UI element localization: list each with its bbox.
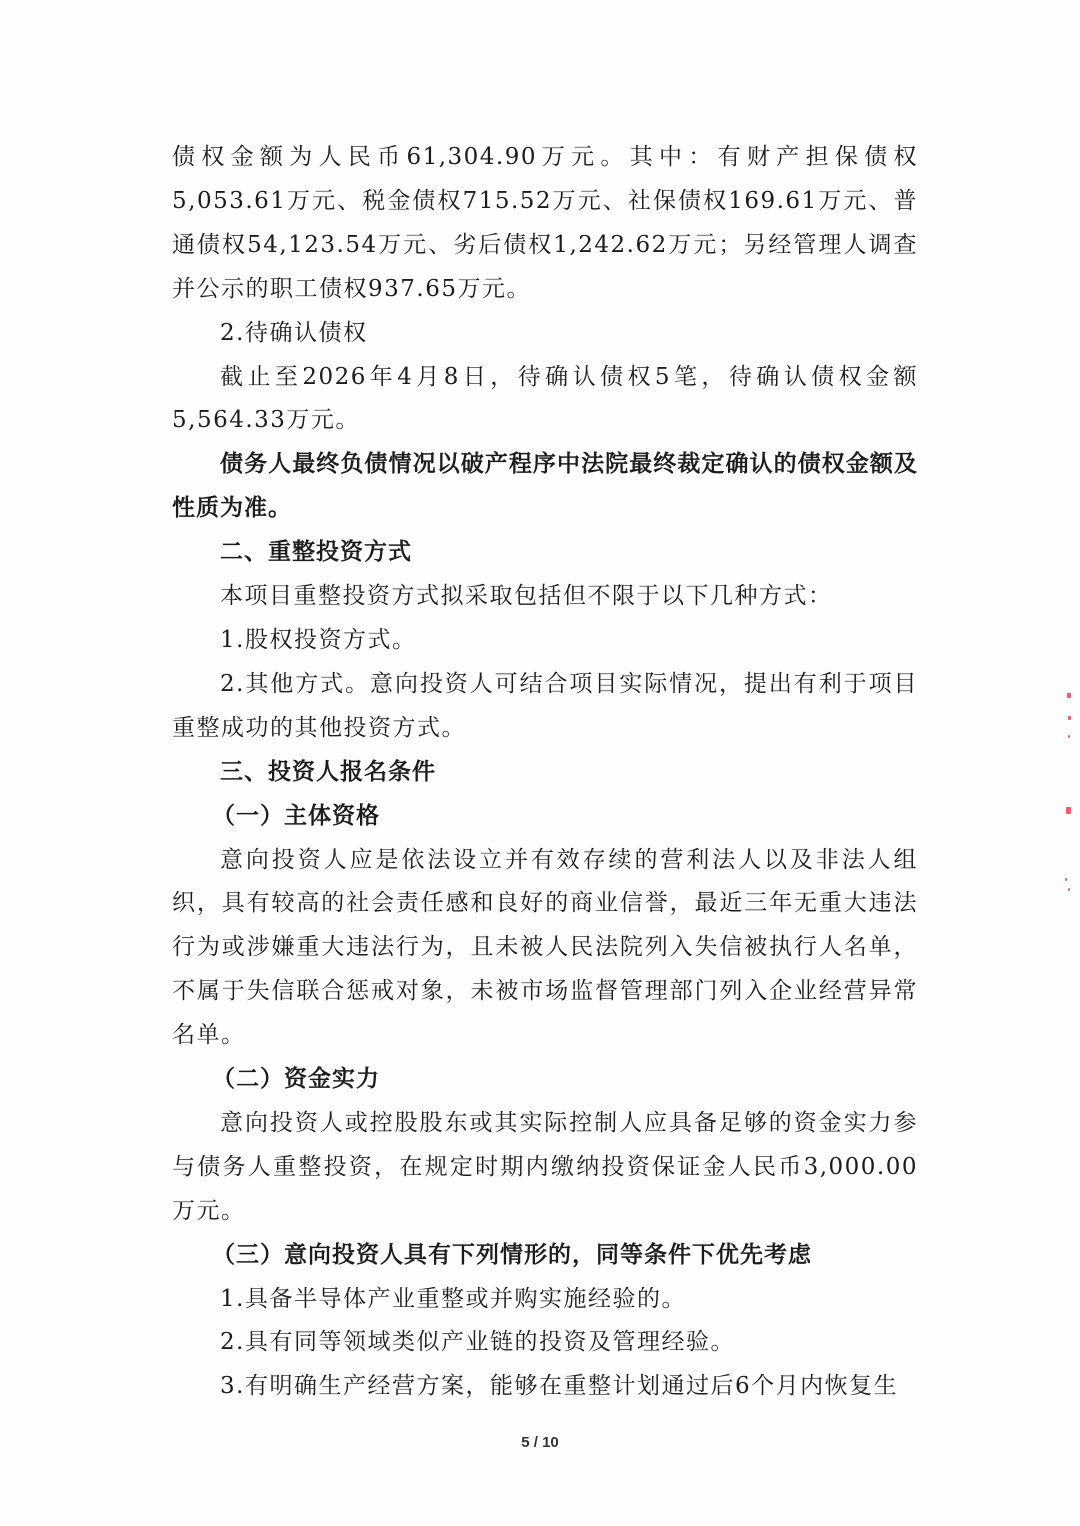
- final-liability-note: 债务人最终负债情况以破产程序中法院最终裁定确认的债权金额及性质为准。: [172, 451, 918, 522]
- subsection-3-heading: （三）意向投资人具有下列情形的，同等条件下优先考虑: [212, 1241, 812, 1268]
- seal-mark-icon: [1066, 807, 1071, 814]
- subsection-2-heading: （二）资金实力: [212, 1066, 380, 1093]
- investment-method-2: 2.其他方式。意向投资人可结合项目实际情况，提出有利于项目重整成功的其他投资方式。: [172, 670, 918, 741]
- priority-item-3: 3.有明确生产经营方案，能够在重整计划通过后6个月内恢复生: [220, 1373, 899, 1400]
- subsection-1-heading: （一）主体资格: [212, 802, 380, 829]
- section-2-heading: 二、重整投资方式: [220, 539, 412, 566]
- seal-mark-icon: [1068, 888, 1070, 891]
- subsection-2-paragraph: 意向投资人或控股股东或其实际控制人应具备足够的资金实力参与债务人重整投资，在规定时期内缴纳投资保证金人民币3,000.00万元。: [172, 1109, 918, 1224]
- pending-claims-paragraph: 截止至2026年4月8日，待确认债权5笔，待确认债权金额5,564.33万元。: [172, 363, 918, 434]
- priority-item-2: 2.具有同等领域类似产业链的投资及管理经验。: [220, 1329, 735, 1356]
- seal-mark-icon: [1067, 693, 1071, 698]
- page-number: 5 / 10: [521, 1434, 559, 1451]
- creditor-summary-paragraph: 债权金额为人民币61,304.90万元。其中：有财产担保债权5,053.61万元、税金债权715.52万元、社保债权169.61万元、普通债权54,123.54万元、劣后债权1,242.62万元；另经管理人调查并公示的职工债权937.65万元。: [172, 144, 918, 302]
- priority-item-1: 1.具备半导体产业重整或并购实施经验的。: [220, 1285, 686, 1312]
- seal-mark-icon: [1065, 878, 1067, 881]
- seal-mark-icon: [1068, 735, 1070, 738]
- document-body: [172, 136, 918, 1409]
- seal-mark-icon: [1068, 716, 1071, 720]
- section-3-heading: 三、投资人报名条件: [220, 758, 436, 785]
- subsection-1-paragraph: 意向投资人应是依法设立并有效存续的营利法人以及非法人组织，具有较高的社会责任感和良好的商业信誉，最近三年无重大违法行为或涉嫌重大违法行为，且未被人民法院列入失信被执行人名单，不属于失信联合惩戒对象，未被市场监督管理部门列入企业经营异常名单。: [172, 846, 918, 1049]
- section-2-intro: 本项目重整投资方式拟采取包括但不限于以下几种方式：: [220, 583, 833, 610]
- pending-claims-heading: 2.待确认债权: [220, 319, 368, 346]
- investment-method-1: 1.股权投资方式。: [220, 626, 417, 653]
